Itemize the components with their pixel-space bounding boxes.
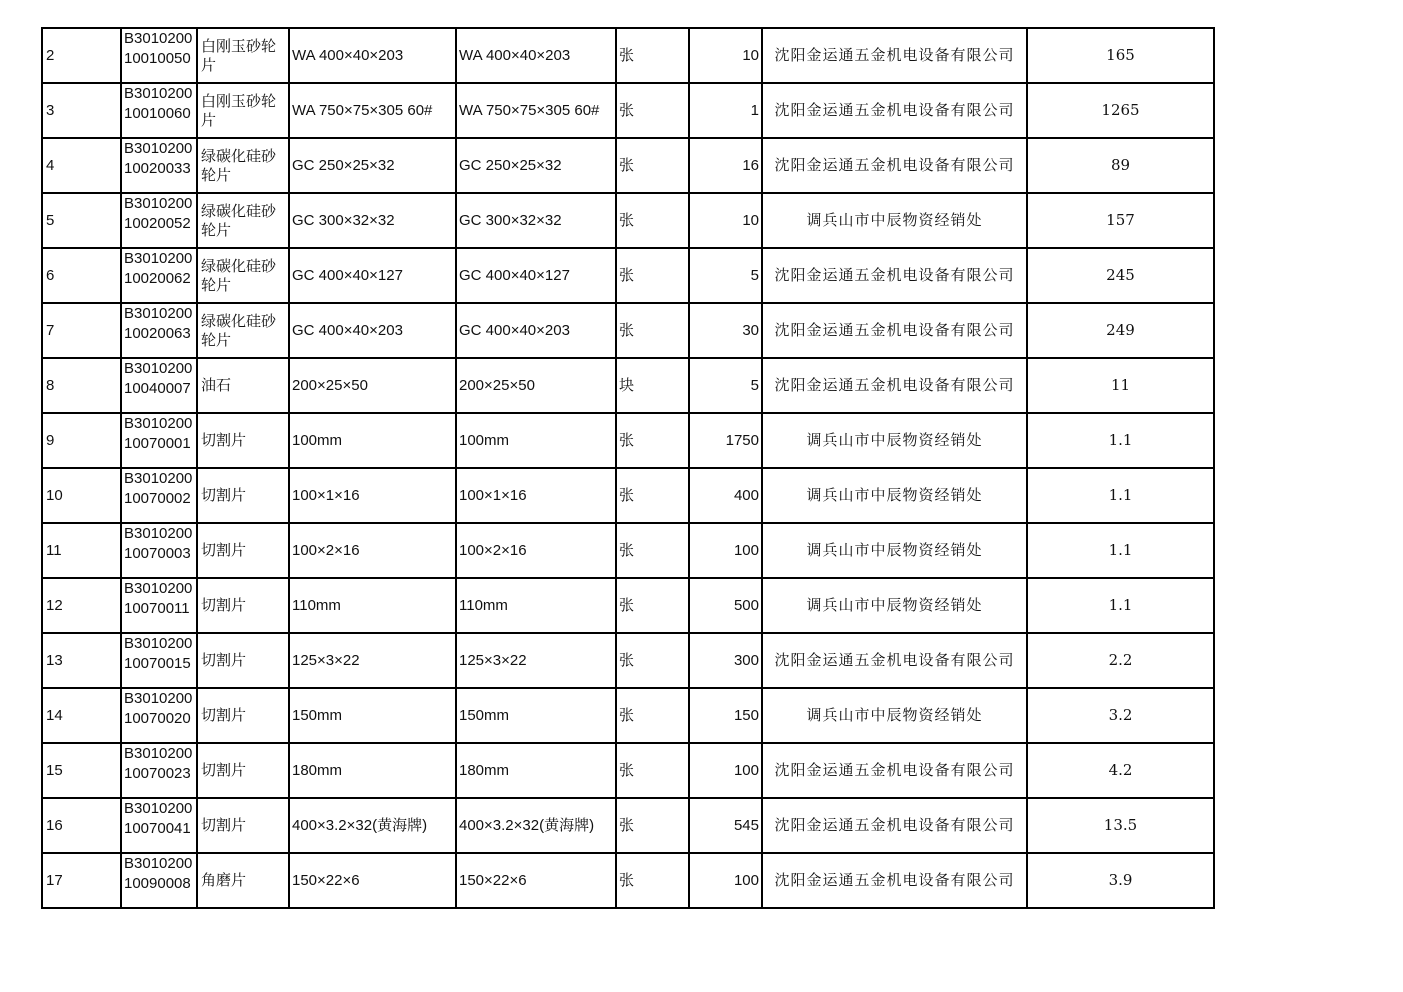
cell-quantity: 30 <box>689 303 762 358</box>
cell-model: GC 400×40×203 <box>456 303 616 358</box>
cell-material-name: 绿碳化硅砂轮片 <box>197 248 289 303</box>
table-row <box>42 743 1214 798</box>
cell-model: GC 300×32×32 <box>456 193 616 248</box>
cell-unit-price: 1.1 <box>1027 578 1214 633</box>
table-row <box>42 633 1214 688</box>
cell-supplier: 调兵山市中辰物资经销处 <box>762 688 1027 743</box>
cell-model: 200×25×50 <box>456 358 616 413</box>
cell-specification: 100×1×16 <box>289 468 456 523</box>
cell-material-name: 切割片 <box>197 523 289 578</box>
cell-unit: 张 <box>616 468 689 523</box>
cell-specification: 180mm <box>289 743 456 798</box>
table-row <box>42 798 1214 853</box>
cell-model: 100mm <box>456 413 616 468</box>
cell-specification: GC 250×25×32 <box>289 138 456 193</box>
cell-material-code <box>121 358 197 413</box>
cell-supplier: 沈阳金运通五金机电设备有限公司 <box>762 853 1027 908</box>
cell-unit: 张 <box>616 138 689 193</box>
cell-unit-price: 1.1 <box>1027 413 1214 468</box>
cell-supplier: 调兵山市中辰物资经销处 <box>762 468 1027 523</box>
cell-material-name: 切割片 <box>197 413 289 468</box>
cell-material-code <box>121 83 197 138</box>
cell-specification: WA 400×40×203 <box>289 28 456 83</box>
cell-material-code <box>121 248 197 303</box>
cell-row-number: 4 <box>42 138 121 193</box>
cell-material-code <box>121 743 197 798</box>
cell-unit: 张 <box>616 688 689 743</box>
cell-material-code <box>121 688 197 743</box>
cell-quantity: 16 <box>689 138 762 193</box>
cell-material-code <box>121 853 197 908</box>
cell-model: 100×2×16 <box>456 523 616 578</box>
cell-unit: 张 <box>616 248 689 303</box>
table-row <box>42 303 1214 358</box>
cell-unit-price: 3.9 <box>1027 853 1214 908</box>
table-row <box>42 248 1214 303</box>
cell-model: 125×3×22 <box>456 633 616 688</box>
cell-material-name: 绿碳化硅砂轮片 <box>197 138 289 193</box>
cell-supplier: 沈阳金运通五金机电设备有限公司 <box>762 358 1027 413</box>
cell-unit-price: 4.2 <box>1027 743 1214 798</box>
cell-unit: 张 <box>616 303 689 358</box>
cell-supplier: 沈阳金运通五金机电设备有限公司 <box>762 303 1027 358</box>
cell-material-code <box>121 798 197 853</box>
cell-supplier: 沈阳金运通五金机电设备有限公司 <box>762 798 1027 853</box>
cell-material-name: 切割片 <box>197 688 289 743</box>
cell-material-name: 绿碳化硅砂轮片 <box>197 303 289 358</box>
cell-quantity: 1 <box>689 83 762 138</box>
cell-model: 150×22×6 <box>456 853 616 908</box>
table-row <box>42 193 1214 248</box>
cell-unit: 张 <box>616 853 689 908</box>
cell-quantity: 400 <box>689 468 762 523</box>
table-row <box>42 413 1214 468</box>
cell-material-name: 切割片 <box>197 798 289 853</box>
cell-unit: 张 <box>616 83 689 138</box>
cell-unit-price: 1.1 <box>1027 468 1214 523</box>
cell-unit: 张 <box>616 633 689 688</box>
cell-specification: GC 300×32×32 <box>289 193 456 248</box>
cell-specification: 110mm <box>289 578 456 633</box>
cell-quantity: 100 <box>689 853 762 908</box>
cell-unit: 块 <box>616 358 689 413</box>
cell-material-code <box>121 138 197 193</box>
table-body <box>42 28 1214 908</box>
material-code-text: B301020010070003 <box>124 525 193 562</box>
cell-unit-price: 1.1 <box>1027 523 1214 578</box>
cell-material-code <box>121 303 197 358</box>
cell-specification: 400×3.2×32(黄海牌) <box>289 798 456 853</box>
cell-quantity: 100 <box>689 523 762 578</box>
price-table <box>41 27 1215 909</box>
cell-material-name: 切割片 <box>197 633 289 688</box>
cell-row-number: 5 <box>42 193 121 248</box>
cell-row-number: 15 <box>42 743 121 798</box>
cell-unit: 张 <box>616 798 689 853</box>
cell-row-number: 6 <box>42 248 121 303</box>
cell-supplier: 沈阳金运通五金机电设备有限公司 <box>762 28 1027 83</box>
material-code-text: B301020010020063 <box>124 305 193 342</box>
table-row <box>42 138 1214 193</box>
cell-unit-price: 245 <box>1027 248 1214 303</box>
cell-supplier: 调兵山市中辰物资经销处 <box>762 523 1027 578</box>
cell-quantity: 5 <box>689 248 762 303</box>
cell-row-number: 9 <box>42 413 121 468</box>
cell-unit: 张 <box>616 193 689 248</box>
cell-model: GC 400×40×127 <box>456 248 616 303</box>
cell-supplier: 沈阳金运通五金机电设备有限公司 <box>762 248 1027 303</box>
material-code-text: B301020010010050 <box>124 30 193 67</box>
cell-material-code <box>121 28 197 83</box>
cell-supplier: 沈阳金运通五金机电设备有限公司 <box>762 83 1027 138</box>
cell-quantity: 1750 <box>689 413 762 468</box>
cell-supplier: 调兵山市中辰物资经销处 <box>762 193 1027 248</box>
cell-supplier: 沈阳金运通五金机电设备有限公司 <box>762 743 1027 798</box>
material-code-text: B301020010070002 <box>124 470 193 507</box>
cell-quantity: 545 <box>689 798 762 853</box>
cell-material-code <box>121 523 197 578</box>
cell-unit-price: 3.2 <box>1027 688 1214 743</box>
cell-specification: 150×22×6 <box>289 853 456 908</box>
cell-material-code <box>121 633 197 688</box>
cell-specification: 150mm <box>289 688 456 743</box>
cell-unit: 张 <box>616 28 689 83</box>
material-code-text: B301020010090008 <box>124 855 193 892</box>
cell-material-name: 切割片 <box>197 468 289 523</box>
cell-quantity: 150 <box>689 688 762 743</box>
cell-unit-price: 13.5 <box>1027 798 1214 853</box>
material-code-text: B301020010040007 <box>124 360 193 397</box>
cell-specification: 125×3×22 <box>289 633 456 688</box>
material-code-text: B301020010020033 <box>124 140 193 177</box>
cell-model: 100×1×16 <box>456 468 616 523</box>
cell-specification: 200×25×50 <box>289 358 456 413</box>
cell-material-code <box>121 468 197 523</box>
cell-model: 180mm <box>456 743 616 798</box>
cell-row-number: 13 <box>42 633 121 688</box>
material-code-text: B301020010020062 <box>124 250 193 287</box>
material-code-text: B301020010070023 <box>124 745 193 782</box>
cell-specification: GC 400×40×203 <box>289 303 456 358</box>
cell-specification: GC 400×40×127 <box>289 248 456 303</box>
material-code-text: B301020010070011 <box>124 580 193 617</box>
cell-model: WA 400×40×203 <box>456 28 616 83</box>
table-row <box>42 83 1214 138</box>
cell-row-number: 10 <box>42 468 121 523</box>
cell-supplier: 调兵山市中辰物资经销处 <box>762 413 1027 468</box>
material-code-text: B301020010070020 <box>124 690 193 727</box>
table-row <box>42 578 1214 633</box>
cell-unit-price: 11 <box>1027 358 1214 413</box>
cell-model: 400×3.2×32(黄海牌) <box>456 798 616 853</box>
cell-unit-price: 249 <box>1027 303 1214 358</box>
cell-material-name: 油石 <box>197 358 289 413</box>
cell-model: GC 250×25×32 <box>456 138 616 193</box>
cell-quantity: 300 <box>689 633 762 688</box>
cell-model: 150mm <box>456 688 616 743</box>
table-row <box>42 468 1214 523</box>
cell-unit: 张 <box>616 523 689 578</box>
cell-specification: 100×2×16 <box>289 523 456 578</box>
cell-material-name: 白刚玉砂轮片 <box>197 83 289 138</box>
cell-unit-price: 165 <box>1027 28 1214 83</box>
table-row <box>42 28 1214 83</box>
cell-supplier: 沈阳金运通五金机电设备有限公司 <box>762 138 1027 193</box>
cell-material-code <box>121 578 197 633</box>
material-code-text: B301020010070015 <box>124 635 193 672</box>
cell-row-number: 12 <box>42 578 121 633</box>
material-code-text: B301020010070001 <box>124 415 193 452</box>
cell-specification: WA 750×75×305 60# <box>289 83 456 138</box>
cell-material-code <box>121 193 197 248</box>
cell-material-code <box>121 413 197 468</box>
cell-unit: 张 <box>616 743 689 798</box>
cell-quantity: 100 <box>689 743 762 798</box>
cell-supplier: 调兵山市中辰物资经销处 <box>762 578 1027 633</box>
cell-material-name: 切割片 <box>197 743 289 798</box>
cell-material-name: 切割片 <box>197 578 289 633</box>
cell-quantity: 10 <box>689 193 762 248</box>
cell-specification: 100mm <box>289 413 456 468</box>
cell-unit: 张 <box>616 578 689 633</box>
cell-row-number: 11 <box>42 523 121 578</box>
table-row <box>42 688 1214 743</box>
table-row <box>42 358 1214 413</box>
cell-unit-price: 89 <box>1027 138 1214 193</box>
table-row <box>42 523 1214 578</box>
cell-row-number: 16 <box>42 798 121 853</box>
cell-material-name: 绿碳化硅砂轮片 <box>197 193 289 248</box>
cell-model: 110mm <box>456 578 616 633</box>
cell-row-number: 8 <box>42 358 121 413</box>
cell-row-number: 17 <box>42 853 121 908</box>
material-code-text: B301020010010060 <box>124 85 193 122</box>
cell-unit-price: 157 <box>1027 193 1214 248</box>
cell-unit: 张 <box>616 413 689 468</box>
cell-material-name: 角磨片 <box>197 853 289 908</box>
cell-unit-price: 1265 <box>1027 83 1214 138</box>
cell-material-name: 白刚玉砂轮片 <box>197 28 289 83</box>
cell-quantity: 5 <box>689 358 762 413</box>
material-code-text: B301020010070041 <box>124 800 193 837</box>
cell-unit-price: 2.2 <box>1027 633 1214 688</box>
cell-row-number: 7 <box>42 303 121 358</box>
cell-supplier: 沈阳金运通五金机电设备有限公司 <box>762 633 1027 688</box>
table-row <box>42 853 1214 908</box>
cell-quantity: 10 <box>689 28 762 83</box>
cell-quantity: 500 <box>689 578 762 633</box>
cell-model: WA 750×75×305 60# <box>456 83 616 138</box>
material-code-text: B301020010020052 <box>124 195 193 232</box>
cell-row-number: 2 <box>42 28 121 83</box>
cell-row-number: 14 <box>42 688 121 743</box>
cell-row-number: 3 <box>42 83 121 138</box>
